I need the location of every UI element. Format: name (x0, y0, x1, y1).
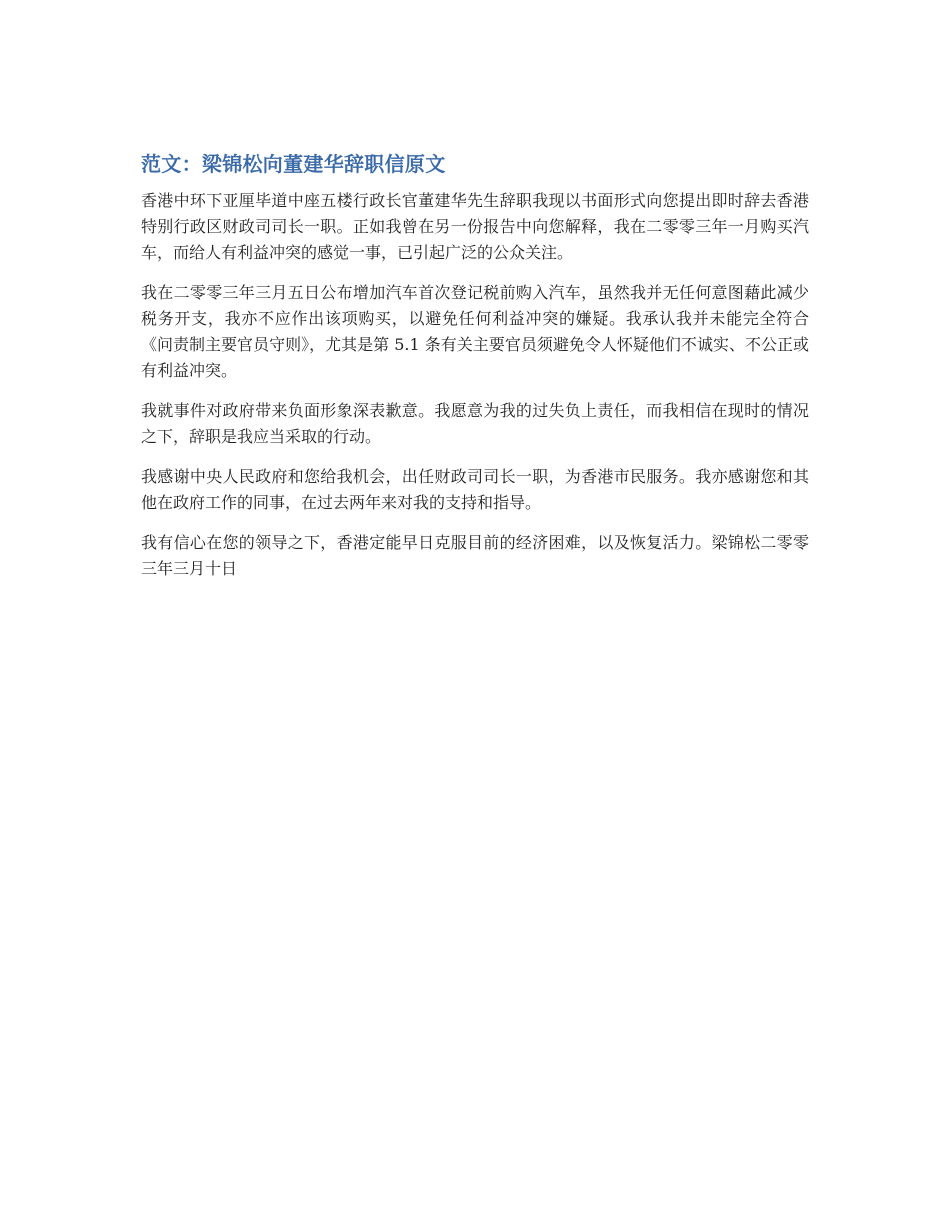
paragraph-2: 我在二零零三年三月五日公布增加汽车首次登记税前购入汽车，虽然我并无任何意图藉此减少税务开支，我亦不应作出该项购买，以避免任何利益冲突的嫌疑。我承认我并未能完全符合《问责制主要官员守则》，尤其是第 5.1 条有关主要官员须避免令人怀疑他们不诚实、不公正或有利益冲突。 (141, 283, 809, 380)
document-title: 范文：梁锦松向董建华辞职信原文 (141, 152, 446, 176)
document-page (141, 146, 809, 596)
paragraph-5: 我有信心在您的领导之下，香港定能早日克服目前的经济困难，以及恢复活力。梁锦松二零零三年三月十日 (141, 533, 809, 578)
paragraph-1: 香港中环下亚厘毕道中座五楼行政长官董建华先生辞职我现以书面形式向您提出即时辞去香港特别行政区财政司司长一职。正如我曾在另一份报告中向您解释，我在二零零三年一月购买汽车，而给人有利益冲突的感觉一事，已引起广泛的公众关注。 (141, 191, 809, 262)
paragraph-4: 我感谢中央人民政府和您给我机会，出任财政司司长一职，为香港市民服务。我亦感谢您和其他在政府工作的同事，在过去两年来对我的支持和指导。 (141, 467, 809, 512)
paragraph-3: 我就事件对政府带来负面形象深表歉意。我愿意为我的过失负上责任，而我相信在现时的情况之下，辞职是我应当采取的行动。 (141, 401, 809, 446)
